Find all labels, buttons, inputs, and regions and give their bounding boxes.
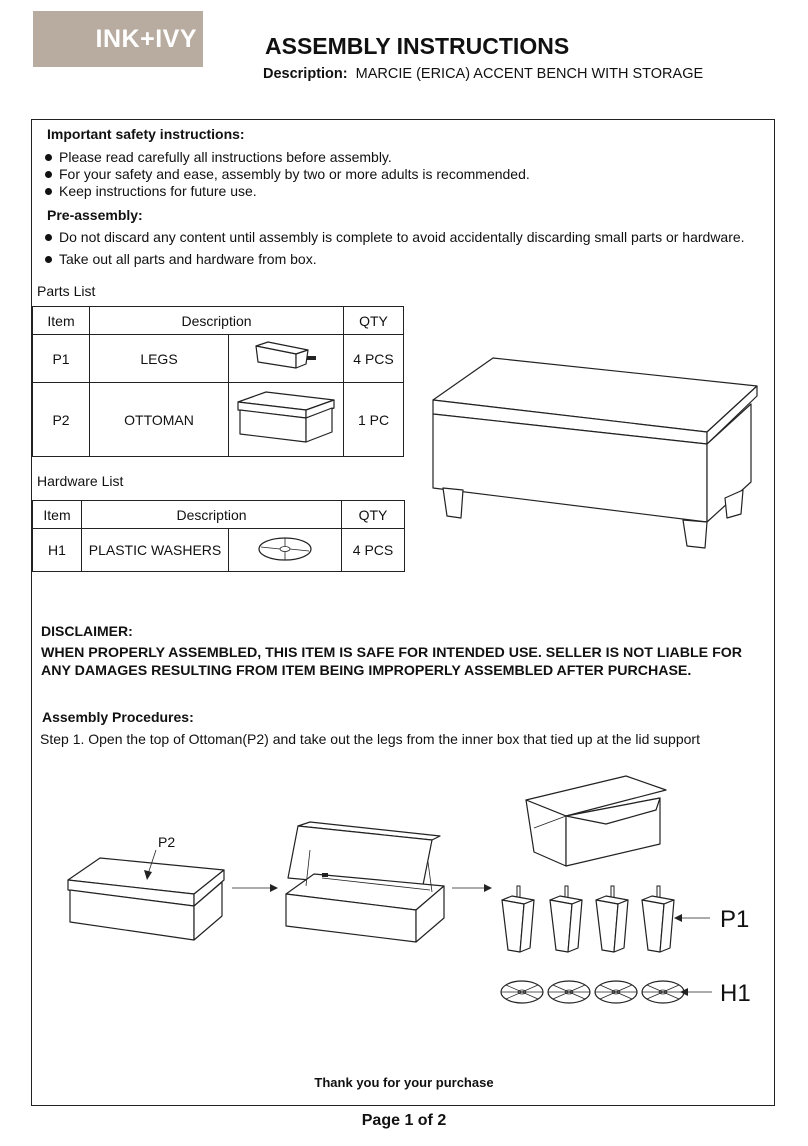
table-row [33, 529, 405, 572]
washers-row-drawing [501, 981, 712, 1003]
page-title: ASSEMBLY INSTRUCTIONS [265, 33, 570, 59]
preassembly-item: Do not discard any content until assembly is complete to avoid accidentally discarding small parts or hardware. [45, 229, 745, 245]
leg-icon [229, 335, 344, 383]
cell-item: P2 [33, 383, 90, 457]
thanks-text: Thank you for your purchase [314, 1075, 494, 1090]
column-header: QTY [344, 307, 404, 335]
hardware-table [32, 500, 405, 572]
closed-ottoman-drawing [68, 850, 224, 940]
column-header: QTY [342, 501, 405, 529]
safety-item: Keep instructions for future use. [45, 183, 257, 199]
column-header: Item [33, 501, 82, 529]
procedures-heading: Assembly Procedures: [42, 709, 194, 725]
preassembly-item: Take out all parts and hardware from box. [45, 251, 317, 267]
table-header-row [33, 307, 404, 335]
label-p1: P1 [720, 906, 750, 933]
ottoman-icon [229, 383, 344, 457]
disclaimer-heading: DISCLAIMER: [41, 623, 133, 639]
column-header: Item [33, 307, 90, 335]
disclaimer-text [41, 644, 742, 680]
cell-qty: 4 PCS [342, 529, 405, 572]
assembled-bench-illustration [425, 352, 765, 552]
open-ottoman-drawing [286, 822, 444, 942]
table-header-row [33, 501, 405, 529]
description-value: MARCIE (ERICA) ACCENT BENCH WITH STORAGE [355, 66, 704, 82]
cell-description: PLASTIC WASHERS [82, 529, 229, 572]
parts-list-heading: Parts List [37, 283, 96, 299]
step-1-illustration [60, 770, 770, 1030]
label-h1: H1 [720, 980, 751, 1007]
cell-item: H1 [33, 529, 82, 572]
inner-box-drawing [526, 776, 666, 866]
cell-description: OTTOMAN [90, 383, 229, 457]
disclaimer-line: ANY DAMAGES RESULTING FROM ITEM BEING IMPROPERLY ASSEMBLED AFTER PURCHASE. [41, 663, 692, 679]
preassembly-heading: Pre-assembly: [47, 207, 143, 223]
column-header: Description [82, 501, 342, 529]
logo-text: INK+IVY [95, 25, 197, 53]
cell-qty: 1 PC [344, 383, 404, 457]
cell-item: P1 [33, 335, 90, 383]
product-description [263, 66, 703, 82]
washer-icon [229, 529, 342, 572]
safety-item: For your safety and ease, assembly by two or more adults is recommended. [45, 166, 530, 182]
page-number: Page 1 of 2 [361, 1112, 447, 1129]
parts-table [32, 306, 404, 457]
disclaimer-line: WHEN PROPERLY ASSEMBLED, THIS ITEM IS SAFE FOR INTENDED USE. SELLER IS NOT LIABLE FOR [41, 645, 743, 661]
label-p2: P2 [158, 834, 176, 850]
cell-qty: 4 PCS [344, 335, 404, 383]
brand-logo [33, 11, 203, 67]
description-label: Description: [263, 66, 348, 82]
hardware-list-heading: Hardware List [37, 473, 124, 489]
legs-row-drawing [502, 886, 710, 952]
safety-heading: Important safety instructions: [47, 126, 245, 142]
table-row [33, 383, 404, 457]
step-1-text: Step 1. Open the top of Ottoman(P2) and take out the legs from the inner box that tied up at the lid support [40, 731, 700, 747]
column-header: Description [90, 307, 344, 335]
cell-description: LEGS [90, 335, 229, 383]
safety-item: Please read carefully all instructions before assembly. [45, 149, 392, 165]
table-row [33, 335, 404, 383]
